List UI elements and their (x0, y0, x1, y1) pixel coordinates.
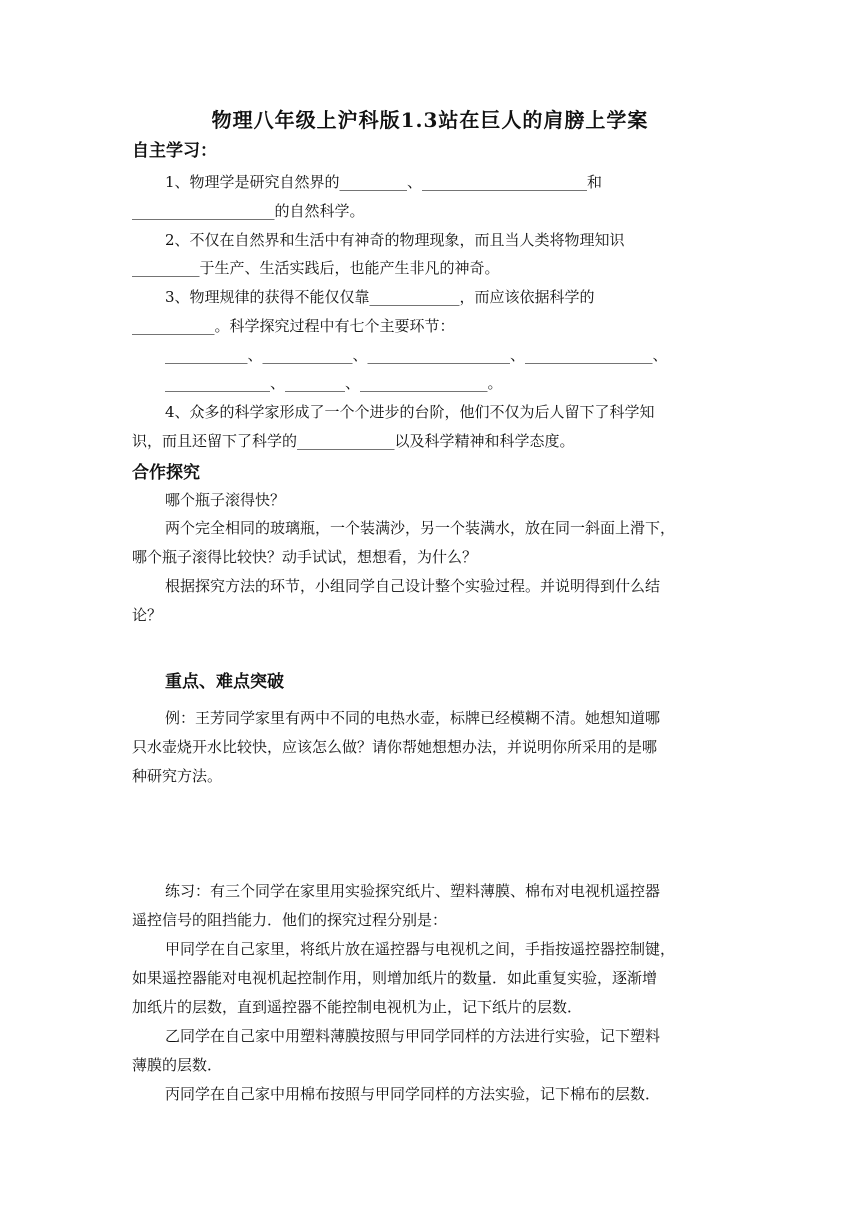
section-heading-self-study: 自主学习： (132, 141, 217, 161)
paragraph-line: 两个完全相同的玻璃瓶，一个装满沙，另一个装满水，放在同一斜面上滑下， (165, 519, 676, 537)
paragraph-line: 3、物理规律的获得不能仅仅靠____________，而应该依据科学的 (165, 288, 595, 306)
paragraph-line: _________于生产、生活实践后，也能产生非凡的神奇。 (132, 259, 500, 277)
paragraph-line: 加纸片的层数，直到遥控器不能控制电视机为止，记下纸片的层数． (132, 998, 583, 1016)
paragraph-line: 论？ (132, 606, 163, 624)
paragraph-line: 识，而且还留下了科学的_____________以及科学精神和科学态度。 (132, 432, 575, 450)
paragraph-line: 只水壶烧开水比较快，应该怎么做？请你帮她想想办法，并说明你所采用的是哪 (132, 738, 658, 756)
section-heading-key-points: 重点、难点突破 (165, 672, 284, 692)
paragraph-line: 遥控信号的阻挡能力．他们的探究过程分别是： (132, 911, 448, 929)
paragraph-line: 乙同学在自己家中用塑料薄膜按照与甲同学同样的方法进行实验，记下塑料 (165, 1027, 661, 1045)
paragraph-line: 2、不仅在自然界和生活中有神奇的物理现象，而且当人类将物理知识 (165, 231, 625, 249)
paragraph-line: 薄膜的层数． (132, 1056, 223, 1074)
paragraph-line: 根据探究方法的环节，小组同学自己设计整个实验过程。并说明得到什么结 (165, 577, 661, 595)
paragraph-line: ______________、________、_________________。 (165, 374, 503, 392)
paragraph-line: 如果遥控器能对电视机起控制作用，则增加纸片的数量．如此重复实验，逐渐增 (132, 969, 658, 987)
paragraph-line: ___________________的自然科学。 (132, 202, 365, 220)
paragraph-line: 哪个瓶子滚得快？ (165, 491, 286, 509)
paragraph-line: 1、物理学是研究自然界的_________、______________________和 (165, 173, 603, 191)
paragraph-line: 丙同学在自己家中用棉布按照与甲同学同样的方法实验，记下棉布的层数． (165, 1085, 661, 1103)
paragraph-line: 哪个瓶子滚得比较快？动手试试，想想看，为什么？ (132, 548, 478, 566)
paragraph-line: 种研究方法。 (132, 767, 223, 785)
paragraph-line: ___________。科学探究过程中有七个主要环节： (132, 317, 455, 335)
paragraph-line: 例：王芳同学家里有两中不同的电热水壶，标牌已经模糊不清。她想知道哪 (165, 709, 661, 727)
page-title: 物理八年级上沪科版1.3站在巨人的肩膀上学案 (211, 108, 649, 132)
paragraph-line: 练习：有三个同学在家里用实验探究纸片、塑料薄膜、棉布对电视机遥控器 (165, 882, 661, 900)
paragraph-line: ___________、____________、___________________、_________________、 (165, 346, 668, 364)
section-heading-cooperation: 合作探究 (132, 463, 200, 483)
paragraph-line: 4、众多的科学家形成了一个个进步的台阶，他们不仅为后人留下了科学知 (165, 403, 655, 421)
paragraph-line: 甲同学在自己家里，将纸片放在遥控器与电视机之间，手指按遥控器控制键， (165, 940, 676, 958)
